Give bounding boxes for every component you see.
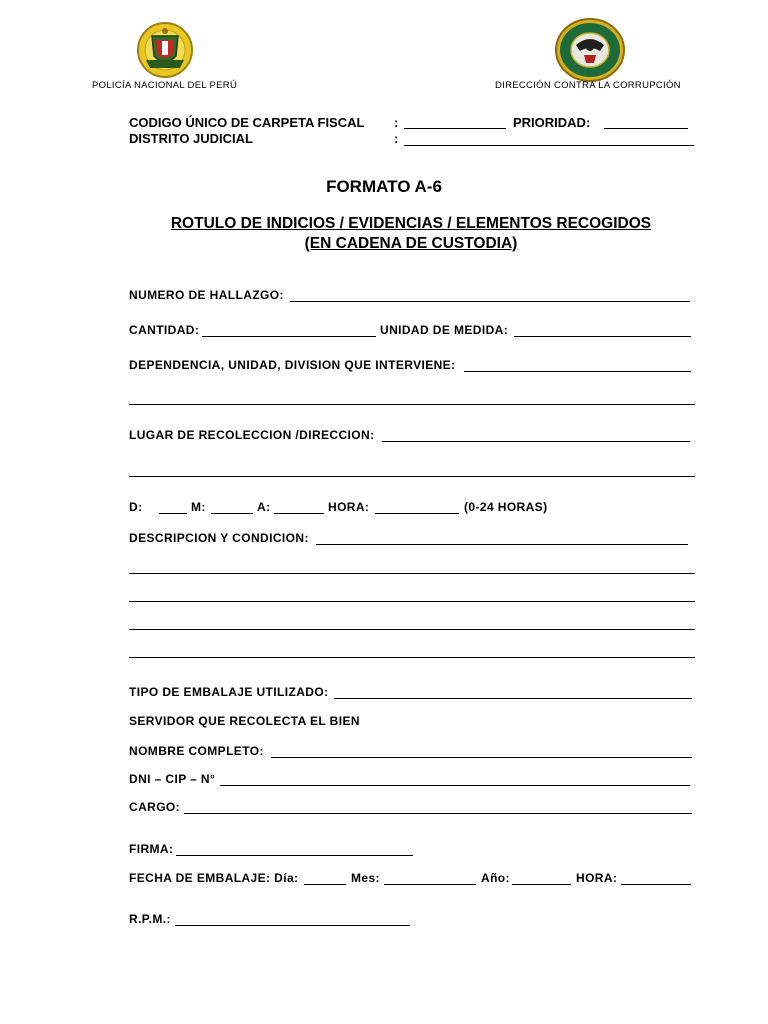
lugar-blank[interactable]: [382, 441, 690, 442]
pnp-shield-emblem-icon: [134, 20, 196, 80]
mes-blank[interactable]: [211, 513, 253, 514]
form-title-line1: ROTULO DE INDICIOS / EVIDENCIAS / ELEMENTOS RECOGIDOS: [170, 215, 652, 232]
fecha-hora-blank[interactable]: [621, 884, 691, 885]
hora-blank[interactable]: [375, 513, 459, 514]
unidad-medida-blank[interactable]: [514, 336, 691, 337]
dependencia-blank-2[interactable]: [129, 404, 695, 405]
nombre-blank[interactable]: [271, 757, 692, 758]
fecha-embalaje-label: FECHA DE EMBALAJE: Día:: [129, 871, 299, 885]
firma-blank[interactable]: [176, 855, 413, 856]
fecha-anio-label: Año:: [481, 871, 510, 885]
servidor-heading: SERVIDOR QUE RECOLECTA EL BIEN: [129, 714, 360, 728]
cantidad-blank[interactable]: [202, 336, 376, 337]
descripcion-blank-4[interactable]: [129, 629, 695, 630]
codigo-blank[interactable]: [404, 128, 506, 129]
distrito-colon: :: [394, 131, 399, 146]
anio-blank[interactable]: [274, 513, 324, 514]
fecha-mes-blank[interactable]: [384, 884, 476, 885]
hora-hint: (0-24 HORAS): [464, 500, 548, 514]
dependencia-label: DEPENDENCIA, UNIDAD, DIVISION QUE INTERVIENE:: [129, 358, 456, 372]
rpm-blank[interactable]: [175, 925, 410, 926]
prioridad-label: PRIORIDAD:: [513, 115, 591, 130]
prioridad-blank[interactable]: [604, 128, 688, 129]
left-agency-name: POLICÍA NACIONAL DEL PERÚ: [92, 80, 238, 91]
cargo-label: CARGO:: [129, 800, 181, 814]
form-code: FORMATO A-6: [326, 177, 442, 196]
cantidad-label: CANTIDAD:: [129, 323, 200, 337]
anio-label: A:: [257, 500, 271, 514]
lugar-label: LUGAR DE RECOLECCION /DIRECCION:: [129, 428, 375, 442]
fecha-mes-label: Mes:: [351, 871, 380, 885]
distrito-blank[interactable]: [404, 145, 694, 146]
descripcion-label: DESCRIPCION Y CONDICION:: [129, 531, 309, 545]
rpm-label: R.P.M.:: [129, 912, 171, 926]
embalaje-label: TIPO DE EMBALAJE UTILIZADO:: [129, 685, 329, 699]
form-title-line2: (EN CADENA DE CUSTODIA): [304, 235, 518, 252]
nombre-label: NOMBRE COMPLETO:: [129, 744, 264, 758]
fecha-dia-blank[interactable]: [304, 884, 346, 885]
mes-label: M:: [191, 500, 206, 514]
dependencia-blank[interactable]: [464, 371, 691, 372]
descripcion-blank-5[interactable]: [129, 657, 695, 658]
fecha-anio-blank[interactable]: [512, 884, 571, 885]
embalaje-blank[interactable]: [334, 698, 692, 699]
firma-label: FIRMA:: [129, 842, 174, 856]
fecha-hora-label: HORA:: [576, 871, 618, 885]
lugar-blank-2[interactable]: [129, 476, 695, 477]
dni-label: DNI – CIP – N°: [129, 772, 216, 786]
dia-label: D:: [129, 500, 143, 514]
cargo-blank[interactable]: [184, 813, 692, 814]
numero-hallazgo-label: NUMERO DE HALLAZGO:: [129, 288, 284, 302]
unidad-medida-label: UNIDAD DE MEDIDA:: [380, 323, 509, 337]
descripcion-blank-3[interactable]: [129, 601, 695, 602]
anticorruption-seal-icon: [554, 17, 626, 83]
descripcion-blank[interactable]: [316, 544, 688, 545]
descripcion-blank-2[interactable]: [129, 573, 695, 574]
numero-hallazgo-blank[interactable]: [290, 301, 690, 302]
dia-blank[interactable]: [159, 513, 187, 514]
distrito-label: DISTRITO JUDICIAL: [129, 131, 253, 146]
hora-label: HORA:: [328, 500, 370, 514]
codigo-colon: :: [394, 115, 399, 130]
dni-blank[interactable]: [220, 785, 690, 786]
codigo-label: CODIGO ÚNICO DE CARPETA FISCAL: [129, 115, 365, 130]
right-agency-name: DIRECCIÓN CONTRA LA CORRUPCIÓN: [495, 80, 681, 91]
